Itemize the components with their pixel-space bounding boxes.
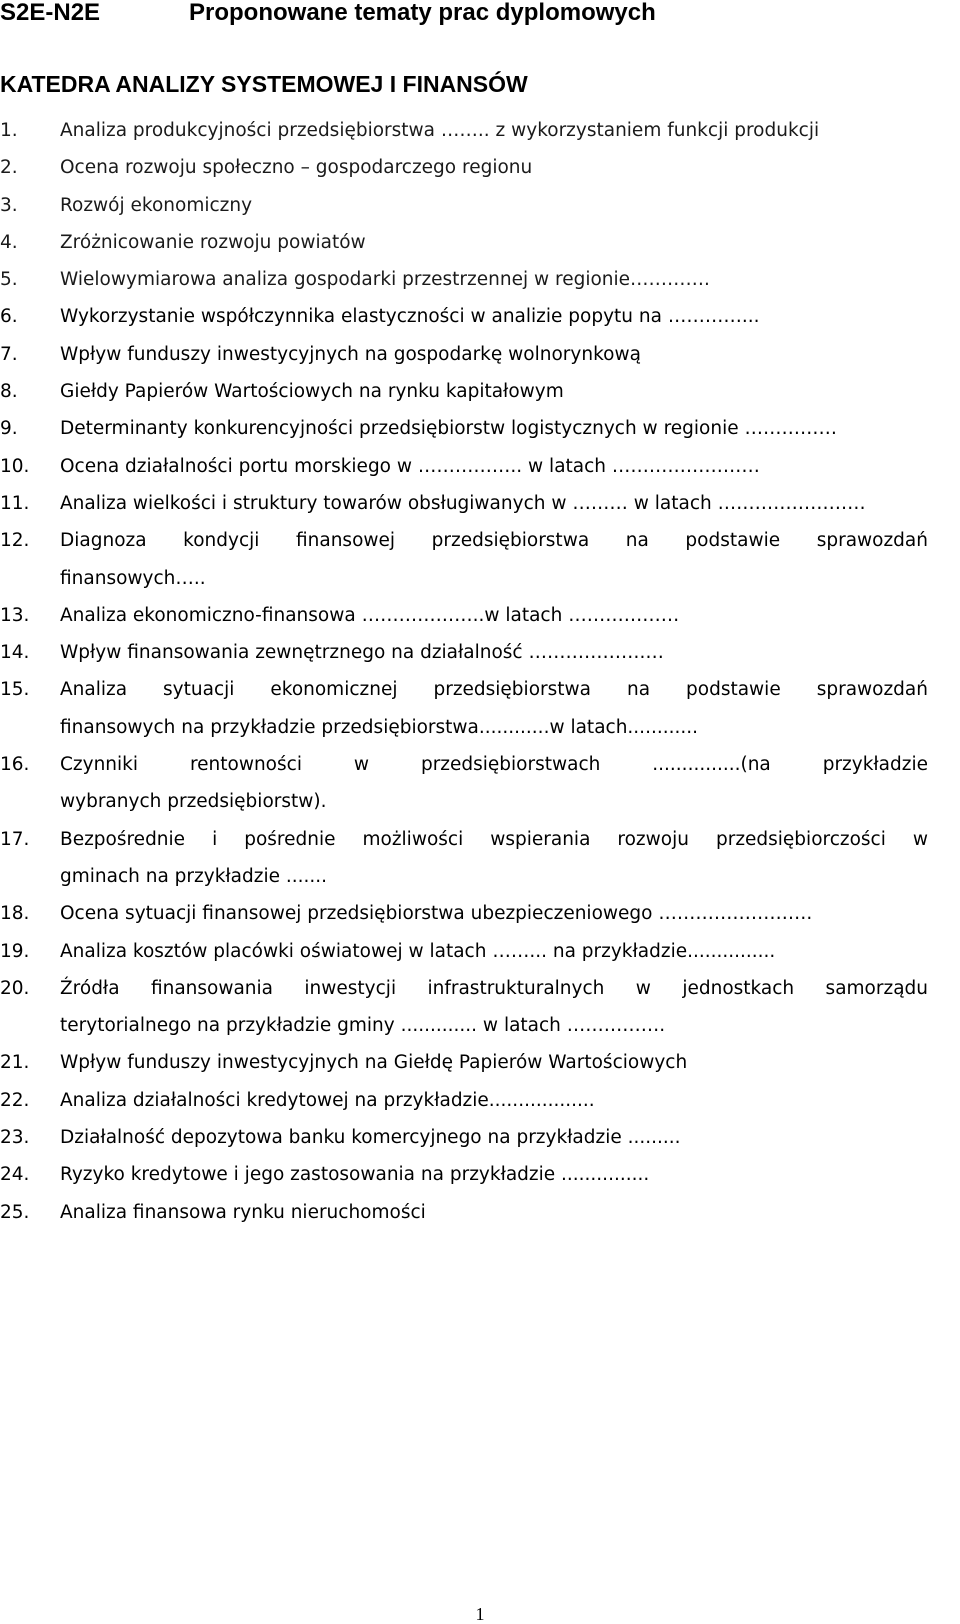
- topic-number: 4.: [0, 231, 18, 253]
- topic-number: 19.: [0, 940, 30, 962]
- list-item: [0, 522, 960, 597]
- list-item: [0, 1044, 960, 1081]
- list-item: [0, 671, 960, 746]
- department-heading: KATEDRA ANALIZY SYSTEMOWEJ I FINANSÓW: [0, 71, 528, 97]
- list-item: [0, 1082, 960, 1119]
- list-item: [0, 112, 960, 149]
- topic-text-line: gminach na przykładzie .......: [60, 865, 328, 887]
- document-title: Proponowane tematy prac dyplomowych: [189, 0, 656, 26]
- list-item: [0, 149, 960, 186]
- topic-number: 13.: [0, 604, 30, 626]
- list-item: [0, 1156, 960, 1193]
- topic-text: Analiza ekonomiczno-finansowa ………………..w latach ………………: [60, 604, 680, 626]
- topic-text-line: finansowych na przykładzie przedsiębiorstwa............w latach............: [60, 716, 698, 738]
- topic-text: Wpływ funduszy inwestycyjnych na gospodarkę wolnorynkową: [60, 343, 641, 365]
- list-item: [0, 746, 960, 821]
- topic-text-line: Źródła finansowania inwestycji infrastrukturalnych w jednostkach samorządu: [60, 977, 928, 999]
- topic-text-line: Czynniki rentowności w przedsiębiorstwach ...............(na przykładzie: [60, 754, 928, 776]
- topic-text: Wielowymiarowa analiza gospodarki przestrzennej w regionie………….: [60, 269, 710, 291]
- topic-text: Ryzyko kredytowe i jego zastosowania na przykładzie ...............: [60, 1164, 650, 1186]
- topic-number: 22.: [0, 1089, 30, 1111]
- list-item: [0, 485, 960, 522]
- list-item: [0, 1119, 960, 1156]
- topic-number: 9.: [0, 418, 18, 440]
- topic-text: Giełdy Papierów Wartościowych na rynku kapitałowym: [60, 381, 564, 403]
- list-item: [0, 298, 960, 335]
- topic-text: [60, 970, 928, 1045]
- topic-text: Wykorzystanie współczynnika elastyczności w analizie popytu na …………...: [60, 306, 760, 328]
- topic-text: Wpływ funduszy inwestycyjnych na Giełdę Papierów Wartościowych: [60, 1052, 688, 1074]
- topic-text: Ocena rozwoju społeczno – gospodarczego regionu: [60, 157, 533, 179]
- topic-number: 24.: [0, 1164, 30, 1186]
- topic-text: Analiza produkcyjności przedsiębiorstwa …….. z wykorzystaniem funkcji produkcji: [60, 120, 820, 141]
- topic-text: Działalność depozytowa banku komercyjnego na przykładzie .........: [60, 1127, 681, 1149]
- topic-number: 20.: [0, 977, 30, 999]
- list-item: [0, 634, 960, 671]
- topic-number: 21.: [0, 1052, 30, 1074]
- list-item: [0, 410, 960, 447]
- topic-text-line: terytorialnego na przykładzie gminy ............. w latach …………….: [60, 1015, 666, 1037]
- list-item: [0, 970, 960, 1045]
- topic-text: Determinanty konkurencyjności przedsiębiorstw logistycznych w regionie ……………: [60, 418, 837, 440]
- topic-text: Analiza działalności kredytowej na przykładzie..................: [60, 1089, 595, 1111]
- topic-text: Analiza kosztów placówki oświatowej w latach ……... na przykładzie...............: [60, 940, 776, 962]
- topic-number: 15.: [0, 679, 30, 701]
- topic-number: 25.: [0, 1201, 30, 1223]
- topic-text-line: Diagnoza kondycji finansowej przedsiębiorstwa na podstawie sprawozdań: [60, 530, 928, 552]
- topic-number: 16.: [0, 754, 30, 776]
- program-code: S2E-N2E: [0, 0, 101, 26]
- topic-text: Analiza wielkości i struktury towarów obsługiwanych w ……… w latach ……………………: [60, 492, 866, 514]
- topic-text: Zróżnicowanie rozwoju powiatów: [60, 231, 366, 253]
- list-item: [0, 933, 960, 970]
- topic-number: 12.: [0, 530, 30, 552]
- topic-number: 2.: [0, 157, 18, 179]
- topic-text: Ocena sytuacji finansowej przedsiębiorstwa ubezpieczeniowego …………………….: [60, 903, 813, 925]
- topic-number: 23.: [0, 1127, 30, 1149]
- topic-text: Rozwój ekonomiczny: [60, 194, 253, 216]
- list-item: [0, 373, 960, 410]
- page-number: 1: [475, 1604, 485, 1624]
- topic-text: [60, 671, 928, 746]
- topic-number: 5.: [0, 269, 18, 291]
- topic-text: [60, 821, 928, 896]
- topic-text: [60, 746, 928, 821]
- list-item: [0, 224, 960, 261]
- topic-number: 14.: [0, 642, 30, 664]
- list-item: [0, 261, 960, 298]
- topic-text: [60, 522, 928, 597]
- list-item: [0, 1194, 960, 1231]
- topic-text-line: Analiza sytuacji ekonomicznej przedsiębiorstwa na podstawie sprawozdań: [60, 679, 928, 701]
- topic-text: Ocena działalności portu morskiego w …………….. w latach ……………………: [60, 455, 760, 477]
- topic-text-line: wybranych przedsiębiorstw).: [60, 791, 327, 813]
- topic-number: 3.: [0, 194, 18, 216]
- topic-number: 11.: [0, 492, 30, 514]
- list-item: [0, 448, 960, 485]
- list-item: [0, 895, 960, 932]
- list-item: [0, 336, 960, 373]
- list-item: [0, 597, 960, 634]
- topic-number: 10.: [0, 455, 30, 477]
- list-item: [0, 187, 960, 224]
- topic-number: 18.: [0, 903, 30, 925]
- topic-number: 1.: [0, 120, 18, 141]
- topic-number: 7.: [0, 343, 18, 365]
- topic-text: Wpływ finansowania zewnętrznego na działalność ……………….…: [60, 642, 664, 664]
- topic-number: 6.: [0, 306, 18, 328]
- topic-number: 8.: [0, 381, 18, 403]
- topic-text-line: finansowych…..: [60, 567, 206, 589]
- document-header: [0, 0, 960, 26]
- topic-text: Analiza finansowa rynku nieruchomości: [60, 1201, 426, 1223]
- topic-text-line: Bezpośrednie i pośrednie możliwości wspierania rozwoju przedsiębiorczości w: [60, 828, 928, 850]
- list-item: [0, 821, 960, 896]
- topic-number: 17.: [0, 828, 30, 850]
- topics-list: [0, 112, 960, 1231]
